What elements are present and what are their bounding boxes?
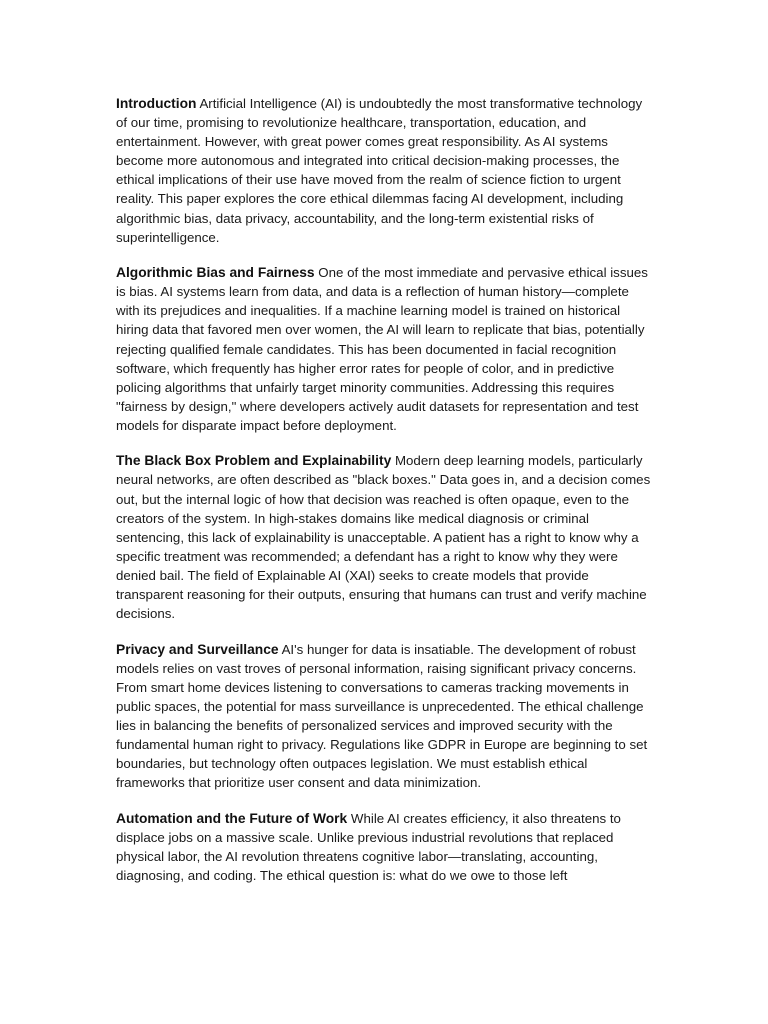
section-heading: The Black Box Problem and Explainability — [116, 453, 392, 469]
section-body: While AI creates efficiency, it also threatens to displace jobs on a massive scale. Unlike previous industrial revolutions that replaced physical labor, the AI revolution threatens cognitive labor—translating, accounting, diagnosing, and coding. The ethical question is: what do we owe to those left — [116, 810, 621, 884]
section-black-box — [116, 451, 656, 623]
section-heading: Automation and the Future of Work — [116, 810, 348, 826]
document-page — [116, 94, 656, 902]
section-body: Artificial Intelligence (AI) is undoubtedly the most transformative technology of our time, promising to revolutionize healthcare, transportation, education, and entertainment. However, with great power comes great responsibility. As AI systems become more autonomous and integrated into critical decision-making processes, the ethical implications of their use have moved from the realm of science fiction to urgent reality. This paper explores the core ethical dilemmas facing AI development, including algorithmic bias, data privacy, accountability, and the long-term existential risks of superintelligence. — [116, 96, 643, 245]
section-introduction — [116, 94, 656, 247]
section-privacy — [116, 640, 656, 793]
section-body: AI's hunger for data is insatiable. The development of robust models relies on vast troves of personal information, raising significant privacy concerns. From smart home devices listening to conversations to cameras tracking movements in public spaces, the potential for mass surveillance is unprecedented. The ethical challenge lies in balancing the benefits of personalized services and improved security with the fundamental human right to privacy. Regulations like GDPR in Europe are beginning to set boundaries, but technology often outpaces legislation. We must establish ethical frameworks that prioritize user consent and data minimization. — [116, 641, 648, 791]
section-body: One of the most immediate and pervasive ethical issues is bias. AI systems learn from data, and data is a reflection of human history—complete with its prejudices and inequalities. If a machine learning model is trained on historical hiring data that favored men over women, the AI will learn to replicate that bias, potentially rejecting qualified female candidates. This has been documented in facial recognition software, which frequently has higher error rates for people of color, and in predictive policing algorithms that unfairly target minority communities. Addressing this requires "fairness by design," where developers actively audit datasets for representation and test models for disparate impact before deployment. — [116, 265, 648, 433]
section-algorithmic-bias — [116, 263, 656, 435]
section-heading: Privacy and Surveillance — [116, 641, 279, 657]
section-heading: Algorithmic Bias and Fairness — [116, 265, 315, 281]
section-body: Modern deep learning models, particularly neural networks, are often described as "black boxes." Data goes in, and a decision comes out, but the internal logic of how that decision was reached is often opaque, even to the creators of the system. In high-stakes domains like medical diagnosis or criminal sentencing, this lack of explainability is unacceptable. A patient has a right to know why a specific treatment was recommended; a defendant has a right to know why they were denied bail. The field of Explainable AI (XAI) seeks to create models that provide transparent reasoning for their outputs, ensuring that humans can trust and verify machine decisions. — [116, 453, 651, 622]
section-automation — [116, 809, 656, 885]
section-heading: Introduction — [116, 96, 197, 111]
